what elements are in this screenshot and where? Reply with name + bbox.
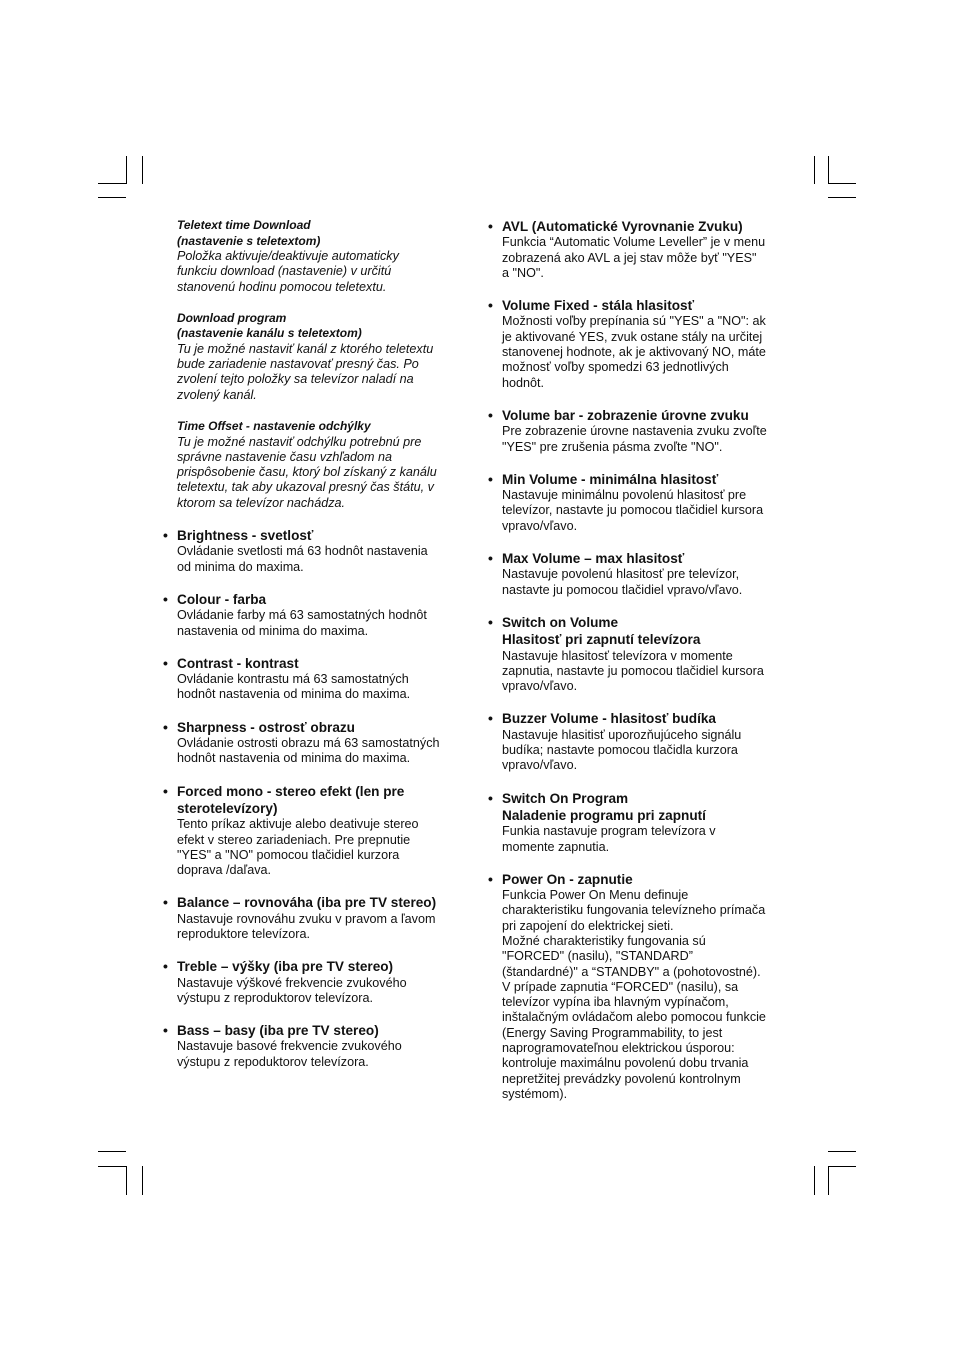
section-title: Teletext time Download xyxy=(177,218,311,232)
setting-description: Nastavuje minimálnu povolenú hlasitosť pre xyxy=(502,488,747,503)
setting-description: nastavte ju pomocou tlačidiel vpravo/vľavo. xyxy=(502,582,743,597)
setting-description: Funkcia Power On Menu definuje xyxy=(502,888,689,903)
bullet-dot: • xyxy=(488,470,493,487)
setting-description: Nastavuje výškové frekvencie zvukového xyxy=(177,975,407,990)
setting-description: Možné charakteristiky fungovania sú xyxy=(502,933,706,948)
section-text: bude zariadenie nastavovať presný čas. Po xyxy=(177,357,419,372)
setting-title: Volume bar - zobrazenie úrovne zvuku xyxy=(502,407,749,423)
teletext-section xyxy=(177,311,465,403)
left-column xyxy=(163,218,465,1086)
setting-description: Tento príkaz aktivuje alebo deativuje stereo xyxy=(177,817,419,832)
setting-description: "YES" pre zrušenia pásma zvoľte "NO". xyxy=(502,439,723,454)
setting-item xyxy=(488,471,793,534)
setting-item xyxy=(488,710,793,773)
setting-description: budíka; nastavte pomocou tlačidla kurzora xyxy=(502,743,738,758)
crop-mark xyxy=(828,1166,856,1167)
setting-description: inštalačným ovládačom alebo pomocou funkcie xyxy=(502,1010,766,1025)
setting-title: Min Volume - minimálna hlasitosť xyxy=(502,471,719,487)
setting-title: Switch On Program xyxy=(502,790,629,806)
setting-title: Max Volume – max hlasitosť xyxy=(502,551,685,567)
setting-description: Ovládanie svetlosti má 63 hodnôt nastavenia xyxy=(177,544,428,559)
crop-mark xyxy=(828,183,856,184)
setting-item xyxy=(163,894,465,942)
bullet-dot: • xyxy=(163,590,168,607)
setting-description: Nastavuje povolenú hlasitosť pre televízor, xyxy=(502,567,740,582)
setting-item xyxy=(488,871,793,1102)
setting-title: AVL (Automatické Vyrovnanie Zvuku) xyxy=(502,219,743,234)
crop-mark xyxy=(126,156,127,184)
setting-item xyxy=(163,527,465,575)
crop-mark xyxy=(142,156,143,184)
section-text: zvolený kanál. xyxy=(177,387,257,402)
setting-description: televízor vypína iba hlavným vypínačom, xyxy=(502,995,729,1010)
setting-description: Funkia nastavuje program televízora v xyxy=(502,824,716,839)
setting-description: od minima do maxima. xyxy=(177,559,304,574)
teletext-section xyxy=(177,419,465,511)
setting-description: stanovenej hodnote, ak je aktivovaný NO, máte xyxy=(502,345,766,360)
setting-description: nastavenia od minima do maxima. xyxy=(177,623,369,638)
setting-item xyxy=(163,591,465,639)
setting-description: reproduktore televízora. xyxy=(177,927,311,941)
bullet-dot: • xyxy=(488,613,493,630)
setting-description: zapnutia, nastavte ju pomocou tlačidiel kursora xyxy=(502,663,764,678)
setting-title: Volume Fixed - stála hlasitosť xyxy=(502,298,695,314)
setting-description: doprava /daľava. xyxy=(177,863,271,878)
setting-title: Treble – výšky (iba pre TV stereo) xyxy=(177,959,394,975)
setting-item xyxy=(163,958,465,1006)
bullet-dot: • xyxy=(488,406,493,423)
setting-description: Pre zobrazenie úrovne nastavenia zvuku zvoľte xyxy=(502,424,767,439)
setting-title: Forced mono - stereo efekt (len pre xyxy=(177,783,405,799)
setting-description: zobrazená ako AVL a jej stav môže byť "YES" xyxy=(502,250,757,265)
bullet-dot: • xyxy=(488,218,493,234)
section-text: ktorom sa televízor nachádza. xyxy=(177,495,345,510)
setting-title: Hlasitosť pri zapnutí televízora xyxy=(502,632,701,648)
setting-description: Nastavuje hlasitosť televízora v momente xyxy=(502,648,733,663)
setting-description: výstupu z repoduktorov televízora. xyxy=(177,1054,369,1069)
setting-description: Ovládanie kontrastu má 63 samostatných xyxy=(177,672,409,687)
setting-title: Buzzer Volume - hlasitosť budíka xyxy=(502,711,716,727)
setting-description: možnosť voľby spomedzi 63 jednotlivých xyxy=(502,360,729,375)
crop-mark xyxy=(828,1151,856,1152)
setting-item xyxy=(163,655,465,703)
section-title: (nastavenie kanálu s teletextom) xyxy=(177,326,362,341)
crop-mark xyxy=(814,156,815,184)
bullet-dot: • xyxy=(163,1022,168,1039)
setting-title: Contrast - kontrast xyxy=(177,655,299,671)
section-text: zvolení tejto položky sa televízor naladí na xyxy=(177,372,414,387)
setting-description: systémom). xyxy=(502,1086,568,1101)
setting-item xyxy=(163,719,465,767)
setting-description: je aktivované YES, zvuk ostane stály na určitej xyxy=(502,329,763,344)
section-title: Download program xyxy=(177,310,287,325)
bullet-dot: • xyxy=(488,710,493,727)
setting-title: Brightness - svetlosť xyxy=(177,528,314,544)
setting-description: hodnôt. xyxy=(502,375,545,390)
setting-item xyxy=(163,783,465,879)
teletext-section xyxy=(177,218,465,295)
bullet-dot: • xyxy=(163,718,168,735)
crop-mark xyxy=(814,1166,815,1195)
bullet-dot: • xyxy=(488,297,493,314)
setting-description: naprogramovateľnou elektrickou úsporou: xyxy=(502,1041,735,1056)
setting-item xyxy=(488,550,793,598)
setting-description: televízor, nastavte ju pomocou tlačidiel kursora xyxy=(502,503,764,518)
section-text: Položka aktivuje/deaktivuje automaticky xyxy=(177,249,399,263)
setting-title: Power On - zapnutie xyxy=(502,871,633,887)
setting-description: Možnosti voľby prepínania sú "YES" a "NO": ak xyxy=(502,314,766,329)
setting-description: Ovládanie ostrosti obrazu má 63 samostatných xyxy=(177,736,440,751)
section-text: správne nastavenie času vzhľadom na xyxy=(177,449,392,464)
setting-description: hodnôt nastavenia od minima do maxima. xyxy=(177,751,411,766)
section-text: stanovenú hodinu pomocou teletextu. xyxy=(177,279,387,294)
right-column xyxy=(488,218,793,1118)
crop-mark xyxy=(98,1166,126,1167)
setting-description: a "NO". xyxy=(502,265,544,280)
setting-description: Nastavuje rovnováhu zvuku v pravom a ľavom xyxy=(177,911,436,926)
section-title: Time Offset - nastavenie odchýlky xyxy=(177,419,371,434)
setting-item xyxy=(488,614,793,694)
setting-title: sterotelevízory) xyxy=(177,800,278,816)
crop-mark xyxy=(98,197,126,198)
setting-description: charakteristiku fungovania televízneho prímača xyxy=(502,903,766,918)
setting-title: Switch on Volume xyxy=(502,614,619,630)
setting-description: "FORCED" (nasilu), "STANDARD” xyxy=(502,949,693,964)
bullet-dot: • xyxy=(488,789,493,806)
section-text: prispôsobenie času, ktorý bol získaný z kanálu xyxy=(177,465,437,480)
setting-description: vpravo/vľavo. xyxy=(502,758,578,773)
bullet-dot: • xyxy=(163,527,168,544)
crop-mark xyxy=(142,1166,143,1195)
setting-item xyxy=(488,407,793,455)
setting-description: Nastavuje basové frekvencie zvukového xyxy=(177,1039,402,1054)
setting-description: momente zapnutia. xyxy=(502,839,610,854)
setting-title: Balance – rovnováha (iba pre TV stereo) xyxy=(177,895,437,911)
crop-mark xyxy=(98,1151,126,1152)
section-text: Tu je možné nastaviť kanál z ktorého teletextu xyxy=(177,341,434,356)
setting-description: Nastavuje hlasitisť uporozňujúceho signálu xyxy=(502,727,742,742)
setting-description: "YES" a "NO" pomocou tlačidiel kurzora xyxy=(177,847,400,862)
setting-description: pri zapojení do elektrickej sieti. xyxy=(502,918,674,933)
bullet-dot: • xyxy=(488,550,493,567)
crop-mark xyxy=(828,1166,829,1195)
bullet-dot: • xyxy=(163,958,168,975)
setting-description: (Energy Saving Programmability, to jest xyxy=(502,1025,723,1040)
bullet-dot: • xyxy=(163,782,168,799)
section-text: funkciu download (nastavenie) v určitú xyxy=(177,264,392,279)
setting-description: výstupu z reproduktorov televízora. xyxy=(177,990,373,1005)
setting-title: Colour - farba xyxy=(177,591,267,607)
setting-description: nepretžitej prevádzky povolenú kontrolnym xyxy=(502,1071,741,1086)
crop-mark xyxy=(828,197,856,198)
bullet-dot: • xyxy=(163,654,168,671)
setting-item xyxy=(488,790,793,855)
setting-description: Funkcia “Automatic Volume Leveller” je v menu xyxy=(502,235,766,250)
setting-title: Sharpness - ostrosť obrazu xyxy=(177,719,355,735)
setting-item xyxy=(163,1022,465,1070)
section-title: (nastavenie s teletextom) xyxy=(177,233,321,248)
setting-description: efekt v stereo zariadeniach. Pre prepnutie xyxy=(177,832,411,847)
section-text: teletextu, tak aby ukazoval presný čas štátu, v xyxy=(177,480,434,495)
setting-description: vpravo/vľavo. xyxy=(502,518,578,533)
setting-description: V prípade zapnutia “FORCED" (nasilu), sa xyxy=(502,979,739,994)
setting-description: (štandardné)" a “STANDBY" a (pohotovostné). xyxy=(502,964,761,979)
bullet-dot: • xyxy=(163,894,168,911)
setting-description: vpravo/vľavo. xyxy=(502,679,578,694)
setting-title: Bass – basy (iba pre TV stereo) xyxy=(177,1023,379,1039)
crop-mark xyxy=(126,1166,127,1195)
bullet-dot: • xyxy=(488,870,493,887)
setting-description: kontroluje maximálnu povolenú dobu trvania xyxy=(502,1056,749,1071)
setting-title: Naladenie programu pri zapnutí xyxy=(502,807,706,823)
crop-mark xyxy=(828,156,829,184)
setting-item xyxy=(488,297,793,391)
setting-description: Ovládanie farby má 63 samostatných hodnôt xyxy=(177,608,427,623)
section-text: Tu je možné nastaviť odchýlku potrebnú pre xyxy=(177,434,422,449)
crop-mark xyxy=(98,183,126,184)
setting-item xyxy=(488,218,793,281)
setting-description: hodnôt nastavenia od minima do maxima. xyxy=(177,687,411,702)
